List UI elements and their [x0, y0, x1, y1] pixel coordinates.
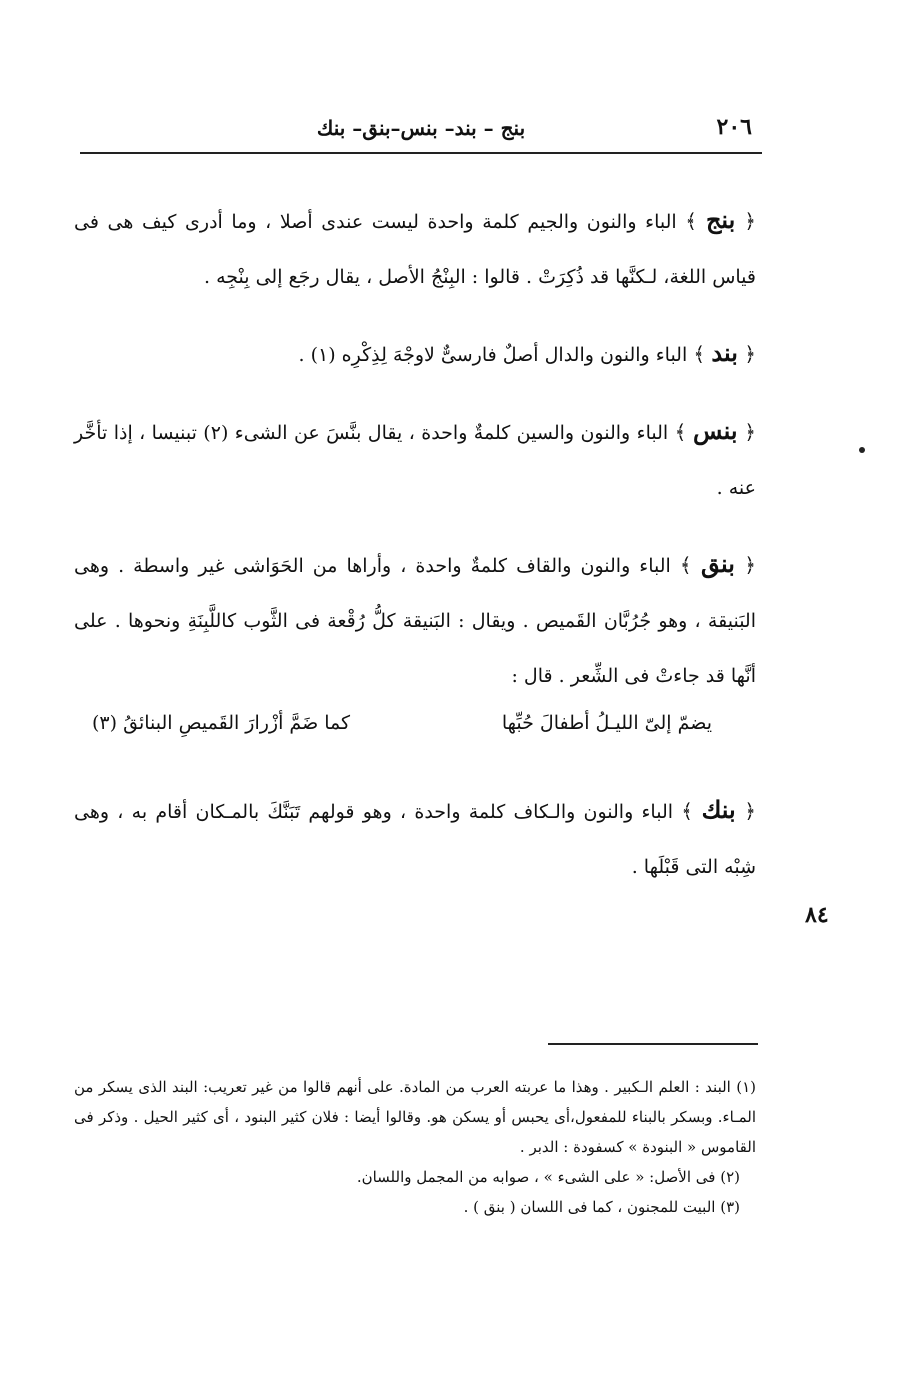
headword: ﴿ بنس ﴾ [674, 416, 756, 445]
entry-banak [74, 782, 756, 895]
entry-banj [74, 192, 756, 305]
headword: ﴿ بنق ﴾ [679, 549, 757, 578]
entry-text: الباء والنون والدال أصلٌ فارسىٌّ لاوجْهَ لِذِكْرِه (١) . [298, 344, 688, 366]
entry-text: الباء والنون والـكاف كلمة واحدة ، وهو قولهم تَبَنَّكَ بالمـكان أقام به ، وهى شِبْه التى قَبْلَها . [74, 801, 756, 878]
verse-second-hemistich: كما ضَمَّ أزْرارَ القَميصِ البنائقُ (٣) [92, 712, 351, 734]
margin-section-number: ٨٤ [805, 902, 829, 928]
header-rule [80, 152, 762, 154]
headword: ﴿ بند ﴾ [693, 338, 756, 367]
ink-dot [859, 447, 865, 453]
headword: ﴿ بنك ﴾ [681, 795, 756, 824]
verse-first-hemistich: يضمّ إلىّ الليـلُ أطفالَ حُبِّها [501, 712, 712, 734]
running-title: بنج – بند– بنس–بنق– بنك [316, 116, 526, 140]
entry-banas [74, 403, 756, 516]
poetry-verse [74, 704, 756, 762]
entry-banaq [74, 536, 756, 704]
footnotes [74, 1072, 756, 1222]
dictionary-body [74, 192, 756, 895]
headword: ﴿ بنج ﴾ [685, 205, 756, 234]
entry-text: الباء والنون والقاف كلمةٌ واحدة ، وأراها من الحَوَاشى غير واسطة . وهى البَنيقة ، وهو جُرُبَّان القَميص . ويقال : البَنيقة كلُّ رُقْعة فى الثَّوب كاللَّبِنَةِ ونحوها . على أنَّها قد جاءتْ فى الشِّعر . قال : [74, 555, 756, 687]
footnote-rule [548, 1043, 758, 1045]
footnote-2: (٢) فى الأصل: « على الشىء » ، صوابه من المجمل واللسان. [356, 1168, 740, 1186]
page-number: ٢٠٦ [716, 114, 752, 140]
entry-band [74, 325, 756, 383]
footnote-1: (١) البند : العلم الـكبير . وهذا ما عربته العرب من المادة. على أنهم قالوا من غير تعريب: البند الذى يسكر من المـاء. وبسكر بالبناء للمفعول،أى يحبس أو يسكن هو. وقالوا أيضا : فلان كثير البنود ، أى كثير الحيل . وذكر فى القاموس « البنودة » كسفودة : الدبر . [74, 1078, 756, 1156]
footnote-3: (٣) البيت للمجنون ، كما فى اللسان ( بنق ) . [463, 1198, 740, 1216]
page-header [80, 108, 762, 148]
entry-text: الباء والنون والجيم كلمة واحدة ليست عندى أصلا ، وما أدرى كيف هى فى قياس اللغة، لـكنَّها قد ذُكِرَتْ . قالوا : البِنْجُ الأصل ، يقال رجَع إلى بِنْجِه . [74, 211, 756, 288]
entry-text: الباء والنون والسين كلمةٌ واحدة ، يقال بنَّسَ عن الشىء (٢) تبنيسا ، إذا تأخَّر عنه . [74, 422, 756, 499]
